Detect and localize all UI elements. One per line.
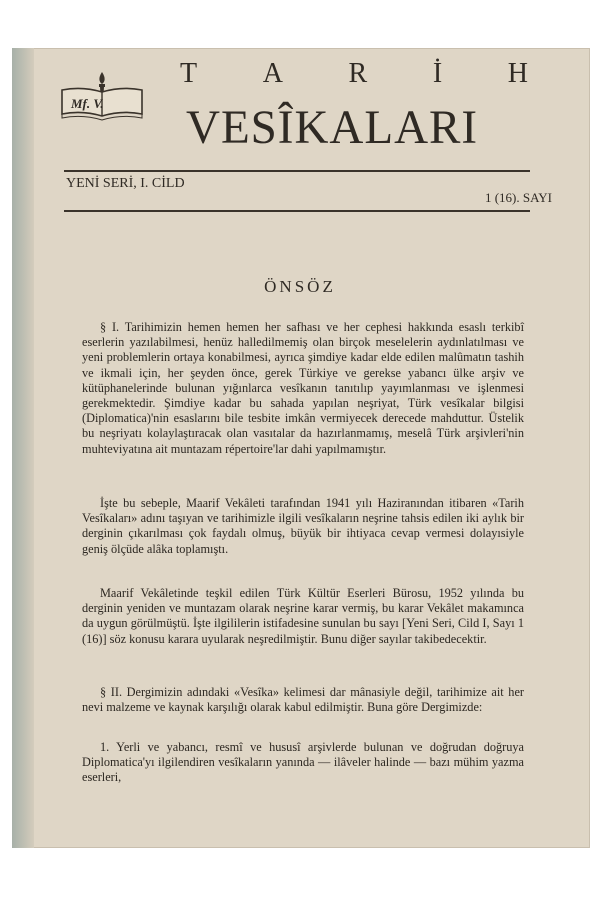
title-letter: T	[180, 58, 200, 89]
paragraph: İşte bu sebeple, Maarif Vekâleti tarafından 1941 yılı Haziranından itibaren «Tarih Vesîkaları» adını taşıyan ve tarihimizle ilgili vesîkaların neşrine tahsis edilen iki aylık bir derginin çıkarılması çok faydalı olmuş, büyük bir ihtiyaca cevap vermesi dolayısiyle geniş ölçüde alâka toplamıştı.	[82, 496, 524, 556]
title-letter: R	[348, 58, 370, 89]
paragraph: § II. Dergimizin adındaki «Vesîka» kelimesi dar mânasiyle değil, tarihimize ait her nevi malzeme ve kaynak karşılığı olarak kabul edilmiştir. Buna göre Dergimizde:	[82, 685, 524, 715]
logo-text: Mf. V.	[71, 96, 104, 111]
title-letter: İ	[432, 58, 445, 89]
book-torch-logo-icon	[58, 70, 146, 126]
paragraph: § I. Tarihimizin hemen hemen her safhası ve her cephesi hakkında esaslı terkibî eserlerin yazılabilmesi, henüz halledilmemiş olan birçok meselelerin aydınlatılması ve yeni problemlerin ortaya konabilmesi, ayrıca şimdiye kadar elde edilen malûmatın tashih ve ikmali için, her şeyden önce, gerek Türkiye ve gerekse yabancı ülke arşiv ve kütüphanelerinde bulunan yığınlarca vesîkanın tanıtılıp yayımlanması ve işlenmesi gerekmektedir. Şimdiye kadar bu sahada yapılan neşriyat, Türk vesîkalar bilgisi (Diplomatica)'nin esaslarını bile tesbite imkân vermiyecek derecede mahduttur. Üstelik bu neşriyatı kolaylaştıracak olan vasıtalar da hazırlanmamış, meselâ Türk arşivleri'nin muhteviyatına ait muntazam répertoire'lar dahi yapılmamıştır.	[82, 320, 524, 456]
masthead-rule-top	[64, 170, 530, 172]
issue-label: 1 (16). SAYI	[484, 190, 552, 205]
masthead-title-main: VESÎKALARI	[186, 101, 479, 154]
article-heading: ÖNSÖZ	[264, 277, 336, 296]
title-letter: H	[507, 58, 530, 89]
masthead-title-top	[180, 58, 530, 90]
paragraph: 1. Yerli ve yabancı, resmî ve hususî arşivlerde bulunan ve doğrudan doğruya Diplomatica'yı ilgilendiren vesîkaların yanında — ilâveler halinde — bazı mühim yazma eserleri,	[82, 740, 524, 785]
title-letter: A	[262, 58, 285, 89]
paragraph: Maarif Vekâletinde teşkil edilen Türk Kültür Eserleri Bürosu, 1952 yılında bu derginin yeniden ve muntazam olarak neşrine karar vermiş, bu karar Vekâlet makamınca da uygun görülmüştü. İşte ilgililerin istifadesine sunulan bu sayı [Yeni Seri, Cild I, Sayı 1 (16)] söz konusu karara uyularak neşredilmiştir. Bunu diğer sayılar takibedecektir.	[82, 586, 524, 646]
masthead-rule-bottom	[64, 210, 530, 212]
series-label: YENİ SERİ, I. CİLD	[66, 176, 185, 191]
